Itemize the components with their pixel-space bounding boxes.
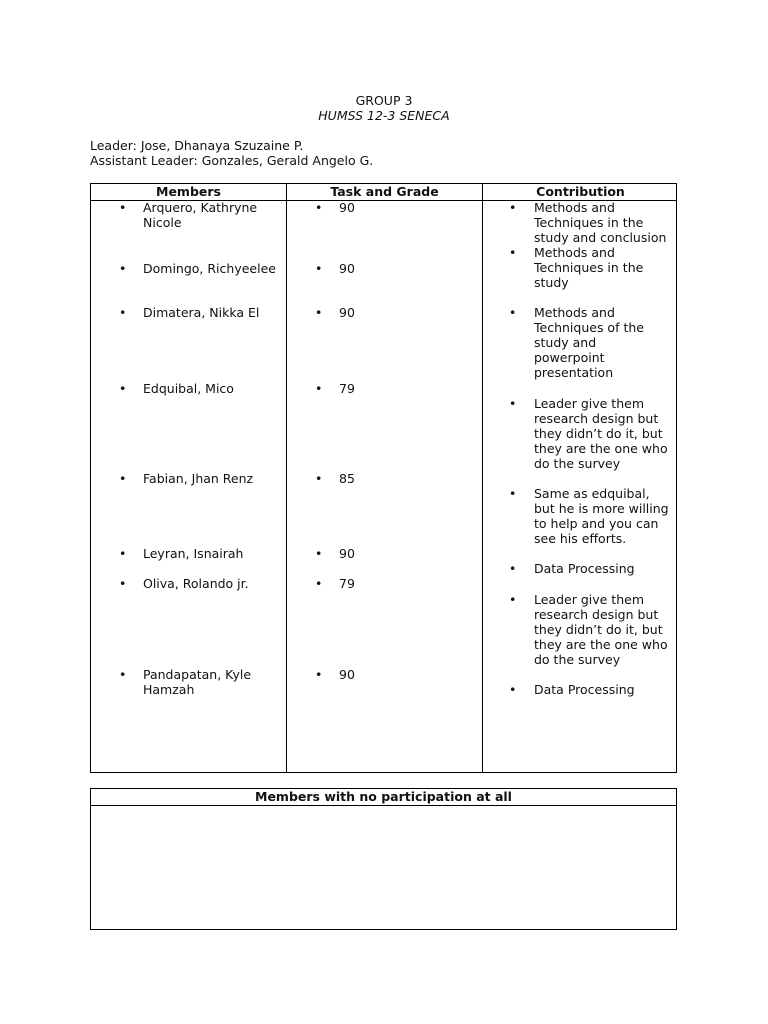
contribution-cell-text: Methods and Techniques in the study and conclusion — [534, 200, 667, 245]
grade-cell-text: 85 — [339, 471, 355, 486]
bullet-icon: • — [509, 592, 517, 607]
contribution-cell-text: Leader give them research design but they didn’t do it, but they are the one who do the survey — [534, 592, 668, 667]
member-cell-text: Arquero, Kathryne Nicole — [143, 200, 258, 230]
grade-cell-text: 90 — [339, 305, 355, 320]
member-cell-text: Fabian, Jhan Renz — [143, 471, 254, 486]
bullet-icon: • — [315, 471, 323, 486]
bullet-icon: • — [119, 200, 127, 215]
document-subtitle: HUMSS 12-3 SENECA — [318, 108, 450, 123]
contribution-cell-text: Data Processing — [534, 561, 635, 576]
bullet-icon: • — [315, 667, 323, 682]
members-column — [91, 184, 287, 772]
bullet-icon: • — [315, 576, 323, 591]
bullet-icon: • — [119, 667, 127, 682]
document-title: GROUP 3 — [355, 93, 413, 108]
no-participation-table — [90, 788, 677, 930]
contribution-column — [483, 184, 678, 772]
contribution-cell-text: Data Processing — [534, 682, 635, 697]
bullet-icon: • — [315, 381, 323, 396]
task-grade-column — [287, 184, 483, 772]
grade-cell-text: 90 — [339, 200, 355, 215]
grade-cell-text: 90 — [339, 546, 355, 561]
no-participation-divider — [91, 805, 676, 806]
bullet-icon: • — [315, 261, 323, 276]
contribution-cell-text: Methods and Techniques in the study — [534, 245, 644, 290]
bullet-icon: • — [509, 396, 517, 411]
member-cell-text: Dimatera, Nikka El — [143, 305, 260, 320]
grade-cell-text: 90 — [339, 667, 355, 682]
no-participation-header: Members with no participation at all — [255, 789, 512, 804]
bullet-icon: • — [315, 546, 323, 561]
contribution-header: Contribution — [536, 184, 625, 199]
member-cell-text: Domingo, Richyeelee — [143, 261, 276, 276]
bullet-icon: • — [119, 381, 127, 396]
grade-cell-text: 79 — [339, 381, 355, 396]
member-cell-text: Edquibal, Mico — [143, 381, 234, 396]
leader-line: Leader: Jose, Dhanaya Szuzaine P. — [90, 138, 304, 153]
member-cell-text: Pandapatan, Kyle Hamzah — [143, 667, 252, 697]
contribution-cell-text: Leader give them research design but they didn’t do it, but they are the one who do the survey — [534, 396, 668, 471]
assistant-leader-line: Assistant Leader: Gonzales, Gerald Angelo G. — [90, 153, 374, 168]
bullet-icon: • — [119, 546, 127, 561]
contribution-cell-text: Same as edquibal, but he is more willing to help and you can see his efforts. — [534, 486, 669, 546]
task-grade-header: Task and Grade — [330, 184, 439, 199]
bullet-icon: • — [509, 305, 517, 320]
grade-cell-text: 79 — [339, 576, 355, 591]
member-cell-text: Oliva, Rolando jr. — [143, 576, 249, 591]
bullet-icon: • — [509, 561, 517, 576]
bullet-icon: • — [509, 682, 517, 697]
grade-cell-text: 90 — [339, 261, 355, 276]
bullet-icon: • — [509, 200, 517, 215]
members-table — [90, 183, 677, 773]
contribution-cell-text: Methods and Techniques of the study and powerpoint presentation — [534, 305, 644, 380]
bullet-icon: • — [119, 261, 127, 276]
member-cell-text: Leyran, Isnairah — [143, 546, 244, 561]
bullet-icon: • — [315, 305, 323, 320]
bullet-icon: • — [119, 576, 127, 591]
bullet-icon: • — [119, 305, 127, 320]
bullet-icon: • — [509, 245, 517, 260]
bullet-icon: • — [119, 471, 127, 486]
bullet-icon: • — [509, 486, 517, 501]
bullet-icon: • — [315, 200, 323, 215]
members-header: Members — [156, 184, 221, 199]
